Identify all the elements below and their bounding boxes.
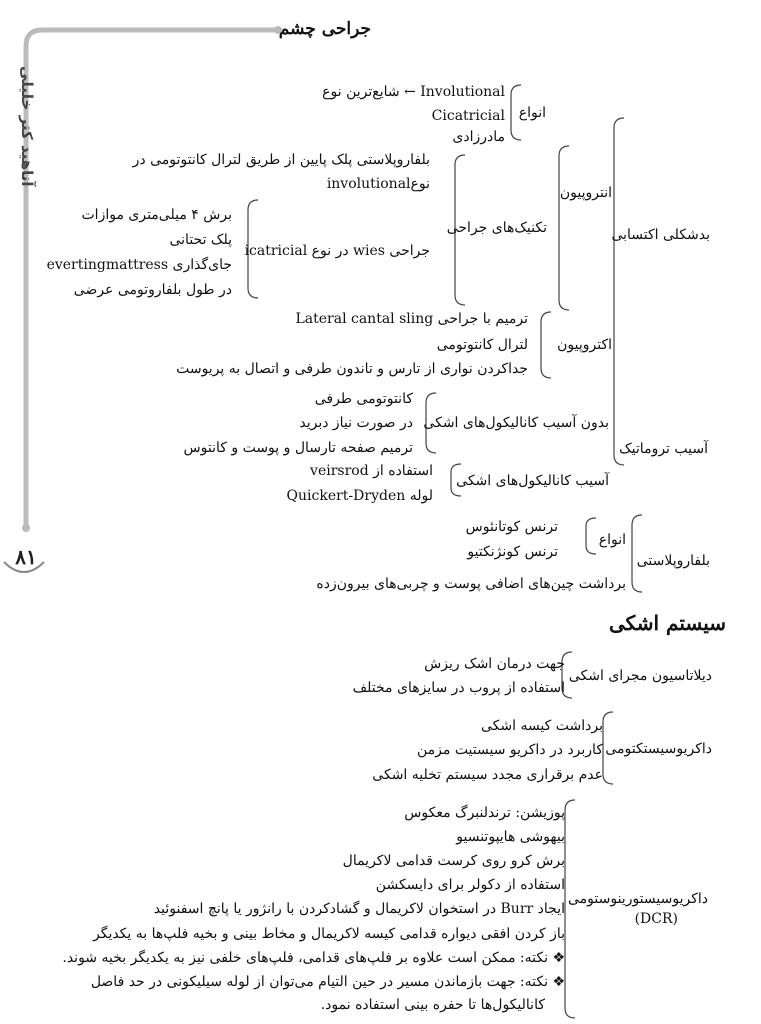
dilation-item-2: استفاده از پروب در سایزهای مختلف <box>352 680 565 696</box>
wies-step-c: در طول بلفاروتومی عرضی <box>73 282 232 298</box>
blepharoplasty-label: بلفاروپلاستی <box>636 553 710 569</box>
no-canal-item-1: کانتوتومی طرفی <box>314 391 413 407</box>
lacrimal-system-heading: سیستم اشکی <box>609 611 726 635</box>
dcr-note-2-line1: ❖ نکته: جهت بازماندن مسیر در حین التیام می‌توان از لوله سیلیکونی در حد فاصل <box>90 974 565 990</box>
dcr-note-2-line2: کانالیکول‌ها تا حفره بینی استفاده نمود. <box>320 997 545 1013</box>
dcr-step-6: باز کردن افقی دیواره قدامی کیسه لاکریمال و مخاط بینی و بخیه فلپ‌ها به یکدیگر <box>92 926 565 942</box>
technique1-line1: بلفاروپلاستی پلک پایین از طریق لترال کانتوتومی در <box>132 152 430 168</box>
no-canaliculus-injury: بدون آسیب کانالیکول‌های اشکی <box>423 415 609 431</box>
involutional-item: Involutional ← شایع‌ترین نوع <box>322 84 505 100</box>
canal-item-2: لوله Quickert-Dryden <box>286 488 433 504</box>
wies-technique: جراحی wies در نوع icatricial <box>244 243 430 259</box>
dacryocystectomy-item-3: عدم برقراری مجدد سیستم تخلیه اشکی <box>372 767 603 783</box>
blepharoplasty-description: برداشت چین‌های اضافی پوست و چربی‌های بیرون‌زده <box>316 576 626 592</box>
ectropion-item-2: لترال کانتوتومی <box>436 337 528 353</box>
no-canal-item-2: در صورت نیاز دبرید <box>299 415 413 431</box>
dcr-abbreviation: (DCR) <box>634 911 678 927</box>
side-author-label: آناهید کتر خلیلی <box>18 65 36 187</box>
page-number: ۸۱ <box>15 545 37 569</box>
congenital-item: مادرزادی <box>452 129 505 145</box>
dcr-step-4: استفاده از دکولر برای دایسکشن <box>375 877 565 893</box>
ectropion-label: اکتروپیون <box>557 337 612 353</box>
traumatic-injury: آسیب تروماتیک <box>619 441 708 457</box>
ectropion-item-3: جداکردن نواری از تارس و تاندون طرفی و اتصال به پریوست <box>176 361 528 377</box>
canaliculus-injury: آسیب کانالیکول‌های اشکی <box>456 473 609 489</box>
dcr-step-2: بیهوشی هایپوتنسیو <box>456 829 565 845</box>
dacryocystectomy-item-1: برداشت کیسه اشکی <box>480 718 603 734</box>
wies-step-b: جای‌گذاری evertingmattress <box>46 257 232 273</box>
no-canal-item-3: ترمیم صفحه تارسال و پوست و کانتوس <box>183 440 413 456</box>
wies-step-a-line2: پلک تحتانی <box>169 232 232 248</box>
dcr-step-1: پوزیشن: ترندلنبرگ معکوس <box>404 805 565 821</box>
dcr-step-3: برش کرو روی کرست قدامی لاکریمال <box>342 853 565 869</box>
blepharoplasty-types-label: انواع <box>598 532 626 548</box>
canal-item-1: استفاده از veirsrod <box>310 463 433 479</box>
surgical-techniques-label: تکنیک‌های جراحی <box>446 220 547 236</box>
acquired-deformity: بدشکلی اکتسابی <box>611 227 710 243</box>
blepharoplasty-type-2: ترنس کونژنکتیو <box>467 544 558 560</box>
dcr-label: داکریوسیستورینوستومی <box>567 891 708 907</box>
page-title: جراحی چشم <box>278 19 371 39</box>
dcr-step-5: ایجاد Burr در استخوان لاکریمال و گشادکردن با رانژور یا پانچ اسفنوئید <box>153 901 565 917</box>
blepharoplasty-type-1: ترنس کوتانئوس <box>465 519 558 535</box>
entropion-types-label: انواع <box>518 105 546 121</box>
lacrimal-duct-dilation: دیلاتاسیون مجرای اشکی <box>568 668 712 684</box>
dcr-note-1: ❖ نکته: ممکن است علاوه بر فلپ‌های قدامی، فلپ‌های خلفی نیز به یکدیگر بخیه شوند. <box>62 950 565 966</box>
cicatricial-item: Cicatricial <box>431 108 505 124</box>
dacryocystectomy: داکریوسیستکتومی <box>605 741 712 757</box>
entropion-label: انتروپیون <box>559 185 612 201</box>
wies-step-a-line1: برش ۴ میلی‌متری موازات <box>81 207 232 223</box>
technique1-line2: نوعinvolutional <box>326 176 430 192</box>
ectropion-item-1: ترمیم با جراحی Lateral cantal sling <box>295 311 528 327</box>
dilation-item-1: جهت درمان اشک ریزش <box>424 656 565 672</box>
dacryocystectomy-item-2: کاربرد در داکریو سیستیت مزمن <box>416 742 603 758</box>
